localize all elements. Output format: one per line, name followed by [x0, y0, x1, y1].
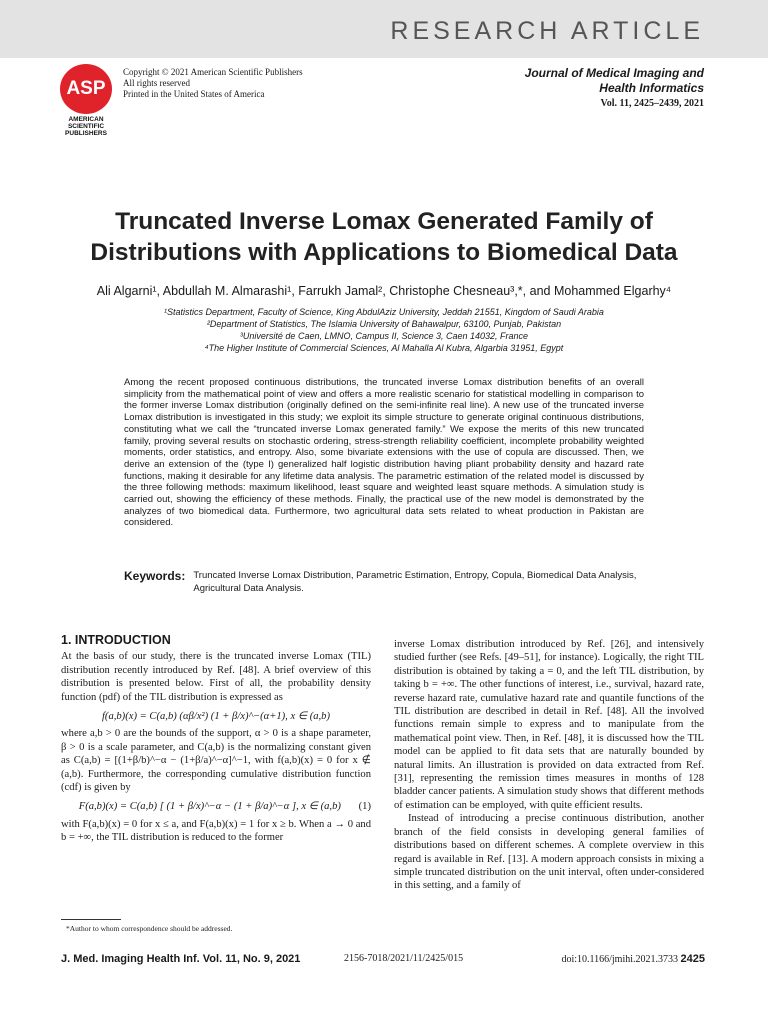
paragraph: Instead of introducing a precise continuous distribution, another branch of the field consists in developing general families of distributions based on different schemes. A complete overview in this regard is available in Ref. [13]. A modern approach consists in mixing a simple truncated distribution on the unit interval, often under-considered in this setting, and a family of — [394, 813, 704, 892]
logo-word: SCIENTIFIC — [67, 123, 105, 130]
affiliation: ³Université de Caen, LMNO, Campus II, Science 3, Caen 14032, France — [239, 331, 529, 341]
article-type-banner — [0, 0, 768, 58]
paragraph: with F(a,b)(x) = 0 for x ≤ a, and F(a,b)(x) = 1 for x ≥ b. When a → 0 and b = +∞, the TIL distribution is reduced to the former — [61, 818, 371, 844]
logo-words — [60, 116, 112, 137]
keywords-label: Keywords: — [124, 569, 186, 583]
cdf-formula-row — [61, 800, 371, 813]
footer-journal: J. Med. Imaging Health Inf. Vol. 11, No. 9, 2021 — [61, 953, 301, 965]
copyright-line: Copyright © 2021 American Scientific Publishers — [123, 67, 303, 77]
abstract: Among the recent proposed continuous distributions, the truncated inverse Lomax distribution benefits of an overall simplicity from the mathematical point of view and offers a more realistic scenario for statistical modelling in comparison to the former inverse Lomax distribution (originally defined on the semi-infinite real line). A new use of the truncated inverse Lomax distribution is investigated in this study; we exploit its simple structure to generate original continuous distributions, constituting what we call the “truncated inverse Lomax generated family.” We expose the merits of this new truncated family, proving several results on stochastic ordering, stress-strength reliability coefficient, incomplete probability weighted moments, order statistics, and entropy. Also, some bivariate extensions with the use of copula are discussed. Then, we derive an extension of the (type I) generalized half logistic distribution having pliant probability density and hazard rate functions, making it desirable for any lifetime data analysis. The parametric estimation of the related model is discussed by the three following methods: maximum likelihood, least square and weighted least square methods. A simulation study is carried out, showing the efficiency of these methods. Finally, the practical use of the new model is demonstrated by the analyzes of two biomedical data. Furthermore, two agricultural data sets related to wheat production in Pakistan are considered. — [124, 377, 644, 529]
pdf-formula: f(a,b)(x) = C(a,b) (αβ/x²) (1 + β/x)^−(α+1), x ∈ (a,b) — [101, 711, 331, 723]
asp-logo-icon — [60, 64, 112, 114]
logo-word: PUBLISHERS — [65, 130, 107, 137]
cdf-formula: F(a,b)(x) = C(a,b) [ (1 + β/x)^−α − (1 + β/a)^−α ], x ∈ (a,b) — [78, 801, 341, 813]
footer-issn: 2156-7018/2021/11/2425/015 — [344, 953, 464, 964]
page-number: 2425 — [680, 953, 705, 965]
article-type-label: RESEARCH ARTICLE — [390, 17, 704, 45]
journal-name-line2: Health Informatics — [599, 81, 704, 95]
copyright-line: All rights reserved — [123, 78, 190, 88]
copyright-line: Printed in the United States of America — [123, 89, 265, 99]
journal-name-line1: Journal of Medical Imaging and — [524, 66, 704, 80]
affiliations — [0, 306, 768, 354]
section-heading: 1. INTRODUCTION — [61, 633, 171, 647]
affiliation: ²Department of Statistics, The Islamia University of Bahawalpur, 63100, Punjab, Pakistan — [206, 319, 562, 329]
author-list: Ali Algarni¹, Abdullah M. Almarashi¹, Farrukh Jamal², Christophe Chesneau³,*, and Mohammed Elgarhy⁴ — [96, 284, 672, 298]
logo-word: AMERICAN — [68, 116, 104, 123]
left-column — [61, 634, 371, 845]
footnote-rule — [61, 919, 121, 920]
publisher-logo — [60, 64, 112, 137]
equation-number: (1) — [358, 801, 371, 813]
logo-text: ASP — [66, 78, 106, 99]
right-column — [394, 638, 704, 893]
doi-link[interactable]: doi:10.1166/jmihi.2021.3733 — [561, 954, 679, 965]
journal-info — [525, 66, 704, 109]
paragraph: At the basis of our study, there is the truncated inverse Lomax (TIL) distribution recently introduced by Ref. [48]. A brief overview of this distribution is presented below. First of all, the probability density function (pdf) of the TIL distribution is expressed as — [61, 651, 371, 703]
copyright-notice — [123, 67, 303, 100]
affiliation: ⁴The Higher Institute of Commercial Sciences, Al Mahalla Al Kubra, Algarbia 31951, Egypt — [204, 343, 564, 353]
keywords-list: Truncated Inverse Lomax Distribution, Parametric Estimation, Entropy, Copula, Biomedical Data Analysis, Agricultural Data Analysis. — [193, 570, 637, 594]
title-line1: Truncated Inverse Lomax Generated Family of — [115, 208, 653, 235]
corresponding-author-footnote: *Author to whom correspondence should be addressed. — [66, 924, 233, 933]
footer-doi-block — [561, 953, 705, 965]
journal-volume: Vol. 11, 2425–2439, 2021 — [600, 98, 704, 109]
paragraph: inverse Lomax distribution introduced by Ref. [26], and intensively studied further (see Refs. [49–51], for instance). Logically, the right TIL distribution is obtained by taking a = 0, and the left TIL distribution, by taking b = +∞. The other functions of interest, i.e., survival, hazard rate, reverse hazard rate, cumulative hazard rate and quantile functions of the TIL distribution are described in detail in Ref. [48]. All the involved functions remain simple to express and to manipulate from the mathematical point view. Then, in Ref. [48], it is discussed how the TIL model can be applied to fit data sets that are naturally bounded by natural limits. An illustration is provided on data extracted from Ref. [31], representing the remission times measures in months of 128 bladder cancer patients. A simulation study shows that different methods of estimation can be employed, with quite efficient results. — [394, 639, 704, 811]
title-line2: Distributions with Applications to Biomedical Data — [90, 239, 678, 266]
article-title — [0, 206, 768, 268]
paragraph: where a,b > 0 are the bounds of the support, α > 0 is a shape parameter, β > 0 is a scale parameter, and C(a,b) is the normalizing constant given as C(a,b) = [(1+β/b)^−α − (1+β/a)^−α]^−1, with f(a,b)(x) = 0 for x ∉ (a,b). Furthermore, the corresponding cumulative distribution function (cdf) is given by — [61, 728, 371, 794]
keywords — [124, 570, 644, 595]
affiliation: ¹Statistics Department, Faculty of Science, King AbdulAziz University, Jeddah 21551, Kingdom of Saudi Arabia — [164, 307, 604, 317]
